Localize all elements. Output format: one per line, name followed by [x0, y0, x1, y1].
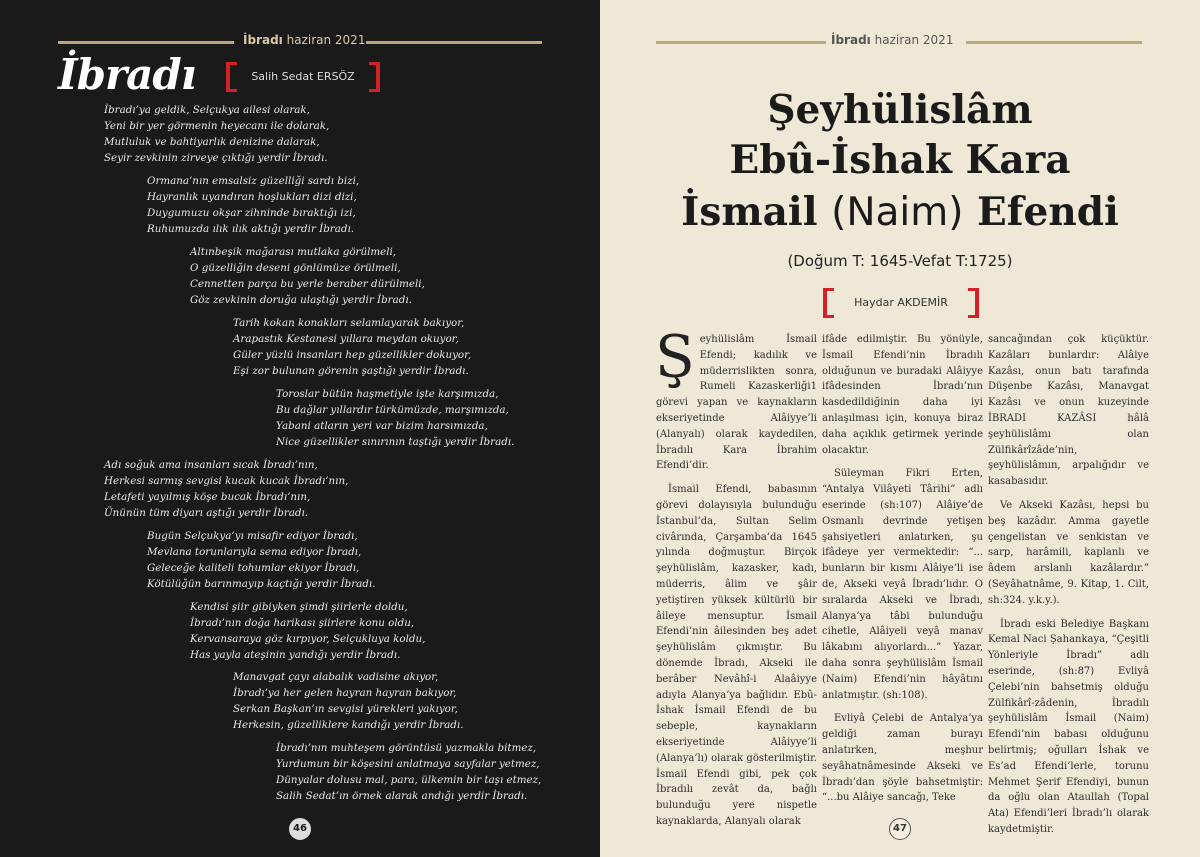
poem-stanza [233, 670, 463, 734]
poem-line: Tarih kokan konakları selamlayarak bakıyor, [233, 317, 465, 329]
right-page [600, 0, 1200, 857]
poem-line: Mevlana torunlarıyla sema ediyor İbradı, [147, 545, 362, 558]
poem-line: Kötülüğün barınmayıp kaçtığı yerdir İbradı. [147, 577, 376, 590]
page-header [243, 33, 365, 47]
poem-line: Ruhumuzda ılık ılık aktığı yerdir İbradı. [147, 222, 355, 235]
poem-stanza [190, 245, 425, 309]
page-number: 47 [889, 818, 911, 840]
poem-line: Herkesi sarmış sevgisi kucak kucak İbradı’nın, [104, 474, 349, 487]
poem-line: Salih Sedat’ın örnek alarak andığı yerdir İbradı. [276, 789, 528, 802]
author-box [823, 288, 979, 318]
poem-line: Yeni bir yer görmenin heyecanı ile dolarak, [104, 119, 330, 132]
poem-line: Hayranlık uyandıran hoşlukları dizi dizi, [147, 190, 357, 203]
poem-line: Geleceğe kaliteli tohumlar ekiyor İbradı, [147, 561, 360, 574]
poem-line: Yurdumun bir köşesini anlatmaya sayfalar yetmez, [276, 757, 540, 770]
article-paragraph: Evliyâ Çelebi de Antalya’ya geldiği zaman burayı anlatırken, meşhur seyâhatnâmesinde Akseki ve İbradı’dan şöyle bahsetmiştir: “...bu Alâiye sancağı, Teke [822, 713, 983, 804]
poem-title: İbradı [58, 50, 196, 99]
author-box [226, 62, 380, 92]
article-title-line: Şeyhülislâm [767, 87, 1033, 133]
poem-stanza [276, 387, 514, 451]
poem-line: Has yayla ateşinin yandığı yerdir İbradı. [190, 648, 401, 661]
header-date: haziran 2021 [874, 33, 954, 47]
article-column-3 [988, 332, 1149, 846]
poem-line: O güzelliğin deseni gönlümüze örülmeli, [190, 261, 401, 274]
poem-line: Serkan Başkan’ın sevgisi yürekleri yakıyor, [233, 702, 458, 715]
poem-line: İbradı’ya her gelen hayran hayran bakıyor, [233, 686, 457, 699]
poem-line: Arapastık Kestanesi yıllara meydan okuyor, [233, 332, 459, 345]
poem-line: İbradı’ya geldik, Selçukya ailesi olarak, [104, 104, 310, 116]
poem-line: Kendisi şiir gibiyken şimdi şiirlerle doldu, [190, 601, 408, 613]
article-paragraph: Süleyman Fikri Erten, “Antalya Vilâyeti Târihi” adlı eserinde (sh:107) Alâiye’de Osmanlı devrinde yetişen şahsiyetleri anlatırken, şu ifâdeye yer vermektedir: “... bunların bir kısmı Alâiye’li ise de, Akseki veyâ İbradı’lıdır. O sıralarda Akseki ve İbradı, Alanya’ya tâbi bulunduğu cihetle, Alâiyeli veyâ manav lâkabını alıyorlardı...” Yazar, daha sonra şeyhülislâm İsmail (Naim) Efendi’nin hâyâtını anlatmıştır. (sh:108). [822, 468, 983, 701]
poem-line: Eşi zor bulunan görenin şaştığı yerdir İbradı. [233, 364, 469, 377]
poem-line: Adı soğuk ama insanları sıcak İbradı’nın, [104, 459, 318, 471]
header-brand: İbradı [243, 33, 283, 47]
poem-stanza [104, 458, 348, 522]
article-title-line: Ebû-İshak Kara [729, 137, 1071, 183]
poem-line: Bugün Selçukya’yı misafir ediyor İbradı, [147, 530, 358, 542]
poem-line: Mutluluk ve bahtiyarlık denizine dalarak, [104, 135, 320, 148]
article-paragraph: Ve Akseki Kazâsı, hepsi bu beş kazâdır. Amma gayetle çengelistan ve senkistan ve sarp, harâmili, kaplanlı ve âdem arslanlı kazâlardır.” (Seyâhatnâme, 9. Kitap, 1. Cilt, sh:324. y.k.y.). [988, 499, 1149, 606]
header-date: haziran 2021 [286, 33, 366, 47]
title-word: Efendi [977, 189, 1119, 235]
poem-stanza [104, 103, 329, 167]
article-paragraph [655, 323, 817, 474]
author-name: Salih Sedat ERSÖZ [251, 70, 355, 83]
article-paragraph: sancağından çok küçüktür. Kazâları bunlardır: Alâiye Kazâsı, onun batı tarafında Düşenbe Kazâsı, Manavgat Kazâsı ve onun kuzeyinde İBRADI KAZÂSI hâlâ şeyhülislâmı olan Zülfikârîzâde’nin, şeyhülislâmın, arpalığıdır ve kasabasıdır. [988, 334, 1149, 488]
header-brand: İbradı [831, 33, 871, 47]
poem-line: Altınbeşik mağarası mutlaka görülmeli, [190, 246, 397, 258]
poem-line: Yabani atların yeri var bizim harsımızda, [276, 419, 488, 432]
article-column-2 [822, 332, 983, 814]
poem-line: Ormana’nın emsalsiz güzelliği sardı bizi, [147, 175, 360, 187]
poem-line: Nice güzellikler sınırının taştığı yerdir İbradı. [276, 435, 515, 448]
header-rule [58, 41, 234, 44]
poem-line: Kervansaraya göz kırpıyor, Selçukluya koldu, [190, 632, 426, 645]
article-paragraph: İbradı eski Belediye Başkanı Kemal Naci Şahankaya, “Çeşitli Yönleriyle İbradı” adlı eserinde, (sh:87) Evliyâ Çelebi’nin bahsetmiş olduğu Zülfikârî-zâdenin, İbradılı şeyhülislâm İsmail (Naim) Efendi’nin babası olduğunu belirtmiş; oğulları İshak ve Es’ad Efendi’lerle, torunu Mehmet Şerif Efendiyi, bunun da oğlu olan Ataullah (Topal Ata) Efendi’leri İbradı’lı olarak kaydetmiştir. [988, 618, 1149, 835]
poem-line: İbradı’nın muhteşem görüntüsü yazmakla bitmez, [276, 742, 537, 754]
poem-line: Dünyalar dolusu mal, para, ülkemin bir taşı etmez, [276, 773, 542, 786]
poem-line: Cennetten parça bu yerle beraber dürülmeli, [190, 277, 425, 290]
poem-line: Seyir zevkinin zirveye çıktığı yerdir İbradı. [104, 151, 328, 164]
poem-stanza [147, 174, 359, 238]
page-number: 46 [289, 818, 311, 840]
article-title-line [600, 187, 1200, 238]
article-paragraph: İsmail Efendi, babasının görevi dolayısıyla bulunduğu İstanbul’da, Sultan Selim civârında, Çarşamba’da 1645 yılında doğmuştur. Birçok şeyhülislâm, kazasker, kadı, müderris, âlim ve şâir yetiştiren yüksek kültürlü bir âileye mensuptur. İsmail Efendi’nin âilesinden beş adet şeyhülislâm çıkmıştır. Bu dönemde İbradı, Akseki ile berâber Nevâhî-i Alaâiyye adıyla Alanya’ya bağlıdır. Ebû-İshak İsmail Efendi de bu sebeple, kaynakların ekseriyetinde Alâiyye’li (Alanya’lı) olarak gösterilmiştir. İsmail Efendi gibi, pek çok İbradılı zevât da, bağlı bulunduğu yere nispetle kaynaklarda, Alanyalı olarak [656, 484, 817, 827]
title-word-naim: (Naim) [831, 190, 964, 235]
poem-line: İbradı’nın doğa harikası şiirlere konu oldu, [190, 616, 415, 629]
poem-line: Güler yüzlü insanları hep güzellikler dokuyor, [233, 348, 472, 361]
poem-line: Letafeti yayılmış köşe bucak İbradı’nın, [104, 490, 311, 503]
poem-stanza [147, 529, 375, 593]
article-paragraph: ifâde edilmiştir. Bu yönüyle, İsmail Efendi’nin İbradılı olduğunun ve buradaki Alâiyye ifâdesinden İbradı’nın kasdedildiğinin daha iyi anlaşılması için, konuya biraz daha açıklık getirmek yerinde olacaktır. [822, 334, 983, 456]
paragraph-text: eyhülislâm İsmail Efendi; kadılık ve müderrislikten sonra, Rumeli Kazaskerliği1 görevi yapan ve kaynakların ekseriyetinde Alâiyye’li (Alanyalı) olarak kaydedilen, İbradılı Kara İbrahim Efendi’dir. [656, 334, 817, 472]
poem-line: Bu dağlar yıllardır türkümüzde, marşımızda, [276, 403, 509, 416]
poem-line: Ününün tüm diyarı aştığı yerdir İbradı. [104, 506, 309, 519]
header-rule [656, 41, 826, 44]
poem-line: Herkesin, güzelliklere kandığı yerdir İbradı. [233, 718, 464, 731]
header-rule [966, 41, 1142, 44]
poem-stanza [190, 600, 425, 664]
poem-line: Göz zevkinin doruğa ulaştığı yerdir İbradı. [190, 293, 412, 306]
poem-line: Toroslar bütün haşmetiyle işte karşımızda, [276, 388, 499, 400]
poem-stanza [276, 741, 541, 805]
author-name: Haydar AKDEMİR [854, 296, 948, 309]
drop-cap: Ş [655, 323, 695, 391]
poem-line: Duygumuzu okşar zihninde bıraktığı izi, [147, 206, 356, 219]
poem-stanza [233, 316, 471, 380]
article-subtitle: (Doğum T: 1645-Vefat T:1725) [787, 252, 1013, 270]
header-rule [366, 41, 542, 44]
title-word: İsmail [681, 189, 818, 235]
poem-line: Manavgat çayı alabalık vadisine akıyor, [233, 671, 439, 683]
page-header [831, 33, 953, 47]
article-column-1 [655, 323, 817, 838]
